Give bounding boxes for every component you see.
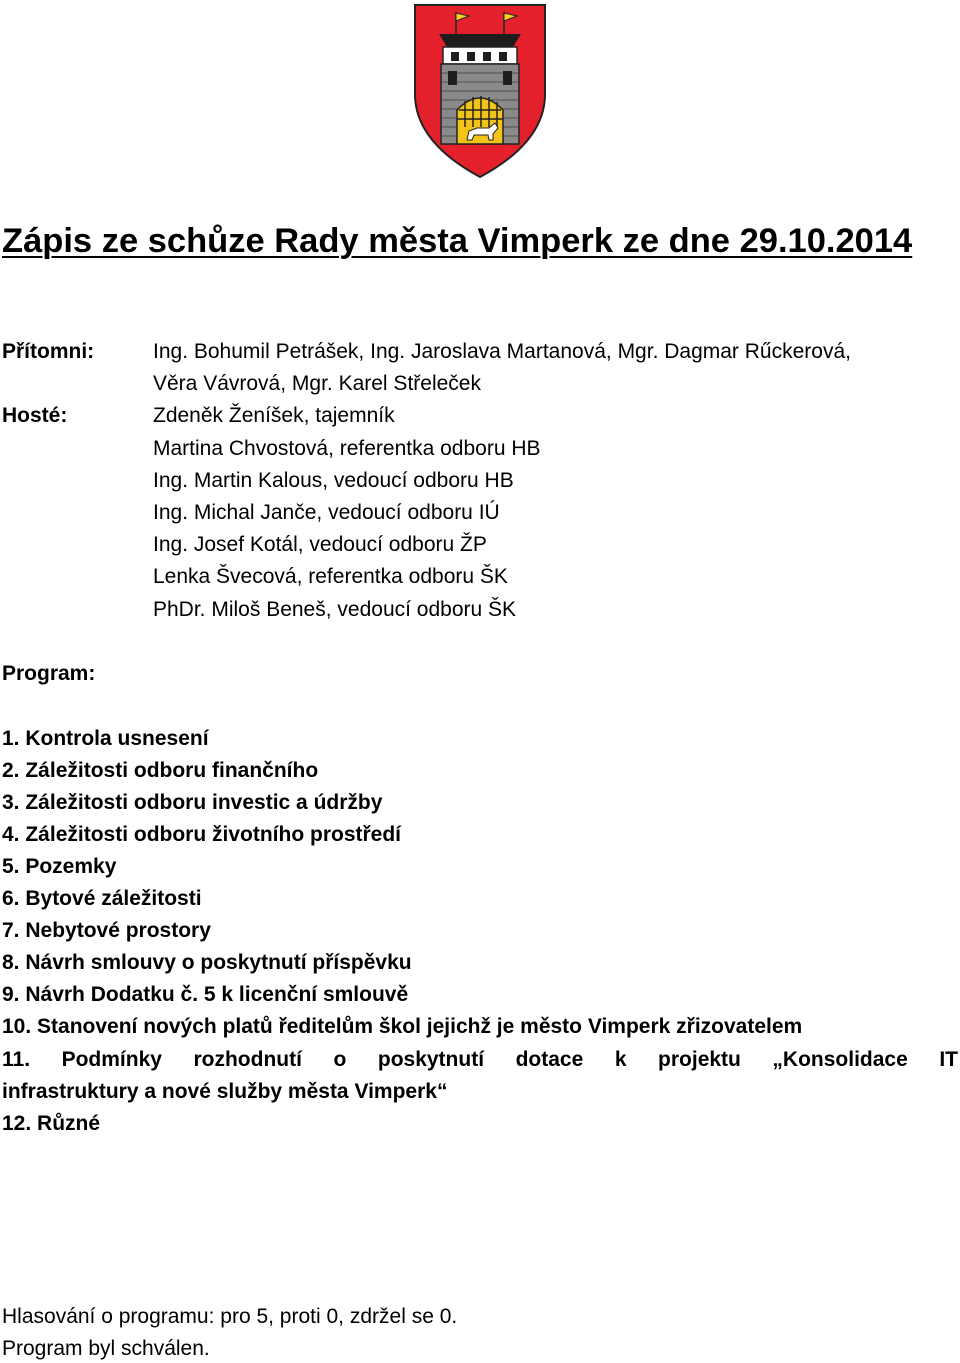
program-item: 7. Nebytové prostory <box>2 919 211 942</box>
coat-of-arms-emblem <box>411 2 549 180</box>
program-item: 8. Návrh smlouvy o poskytnutí příspěvku <box>2 951 412 974</box>
program-label: Program: <box>2 662 96 685</box>
vote-result: Hlasování o programu: pro 5, proti 0, zdržel se 0. <box>2 1305 458 1328</box>
guests-label: Hosté: <box>2 404 68 427</box>
present-label: Přítomni: <box>2 340 95 363</box>
guest-line: Ing. Josef Kotál, vedoucí odboru ŽP <box>153 533 487 556</box>
program-item: 9. Návrh Dodatku č. 5 k licenční smlouvě <box>2 983 409 1006</box>
program-item: 1. Kontrola usnesení <box>2 727 209 750</box>
program-item: 12. Různé <box>2 1112 101 1135</box>
program-item: 4. Záležitosti odboru životního prostředí <box>2 823 402 846</box>
guest-line: Ing. Michal Janče, vedoucí odboru IÚ <box>153 501 500 524</box>
document-title: Zápis ze schůze Rady města Vimperk ze dne 29.10.2014 <box>2 222 913 260</box>
present-line: Ing. Bohumil Petrášek, Ing. Jaroslava Martanová, Mgr. Dagmar Rűckerová, <box>153 340 851 363</box>
program-item: 10. Stanovení nových platů ředitelům škol jejichž je město Vimperk zřizovatelem <box>2 1015 803 1038</box>
approval-note: Program byl schválen. <box>2 1337 210 1360</box>
guest-line: Martina Chvostová, referentka odboru HB <box>153 437 541 460</box>
guest-line: PhDr. Miloš Beneš, vedoucí odboru ŠK <box>153 598 517 621</box>
program-item: 3. Záležitosti odboru investic a údržby <box>2 791 383 814</box>
program-item-continuation: infrastruktury a nové služby města Vimperk“ <box>2 1080 448 1103</box>
guest-line: Zdeněk Ženíšek, tajemník <box>153 404 395 427</box>
program-item: 6. Bytové záležitosti <box>2 887 202 910</box>
program-item: 5. Pozemky <box>2 855 117 878</box>
guest-line: Lenka Švecová, referentka odboru ŠK <box>153 565 508 588</box>
guest-line: Ing. Martin Kalous, vedoucí odboru HB <box>153 469 514 492</box>
program-item: 11. Podmínky rozhodnutí o poskytnutí dotace k projektu „Konsolidace IT <box>2 1048 958 1071</box>
program-item: 2. Záležitosti odboru finančního <box>2 759 319 782</box>
present-line: Věra Vávrová, Mgr. Karel Střeleček <box>153 372 481 395</box>
